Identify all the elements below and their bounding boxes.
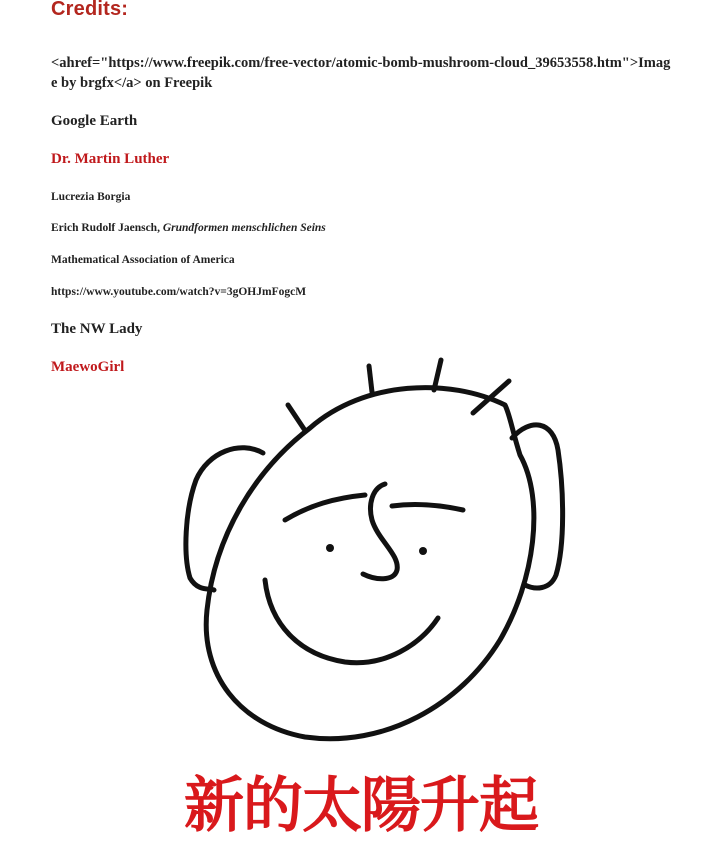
banner-title: 新的太陽升起 (184, 771, 538, 841)
hair-strand (288, 405, 304, 429)
right-eyebrow (392, 505, 463, 510)
credit-lucrezia-borgia: Lucrezia Borgia (51, 191, 131, 203)
left-eye (326, 544, 334, 552)
nose (363, 484, 397, 579)
credit-martin-luther[interactable]: Dr. Martin Luther (51, 151, 170, 167)
credit-maewogirl[interactable]: MaewoGirl (51, 359, 125, 375)
credit-google-earth: Google Earth (51, 113, 138, 129)
credit-youtube-link[interactable]: https://www.youtube.com/watch?v=3gOHJmFogcM (51, 286, 307, 298)
left-eyebrow (285, 495, 365, 520)
credits-heading: Credits: (51, 0, 129, 20)
credit-jaensch-author: Erich Rudolf Jaensch, (51, 222, 163, 234)
credit-maa: Mathematical Association of America (51, 254, 235, 266)
right-eye (419, 547, 427, 555)
hair-strand (434, 360, 441, 390)
mouth (265, 580, 438, 663)
credit-nw-lady: The NW Lady (51, 321, 143, 337)
head-outline (206, 388, 534, 739)
credit-freepik: <ahref="https://www.freepik.com/free-vector/atomic-bomb-mushroom-cloud_39653558.htm">Image by brgfx</a> on Freepik (51, 55, 671, 91)
left-ear (186, 448, 263, 590)
hair-strand (369, 366, 372, 392)
credit-jaensch-work: Grundformen menschlichen Seins (162, 222, 326, 234)
